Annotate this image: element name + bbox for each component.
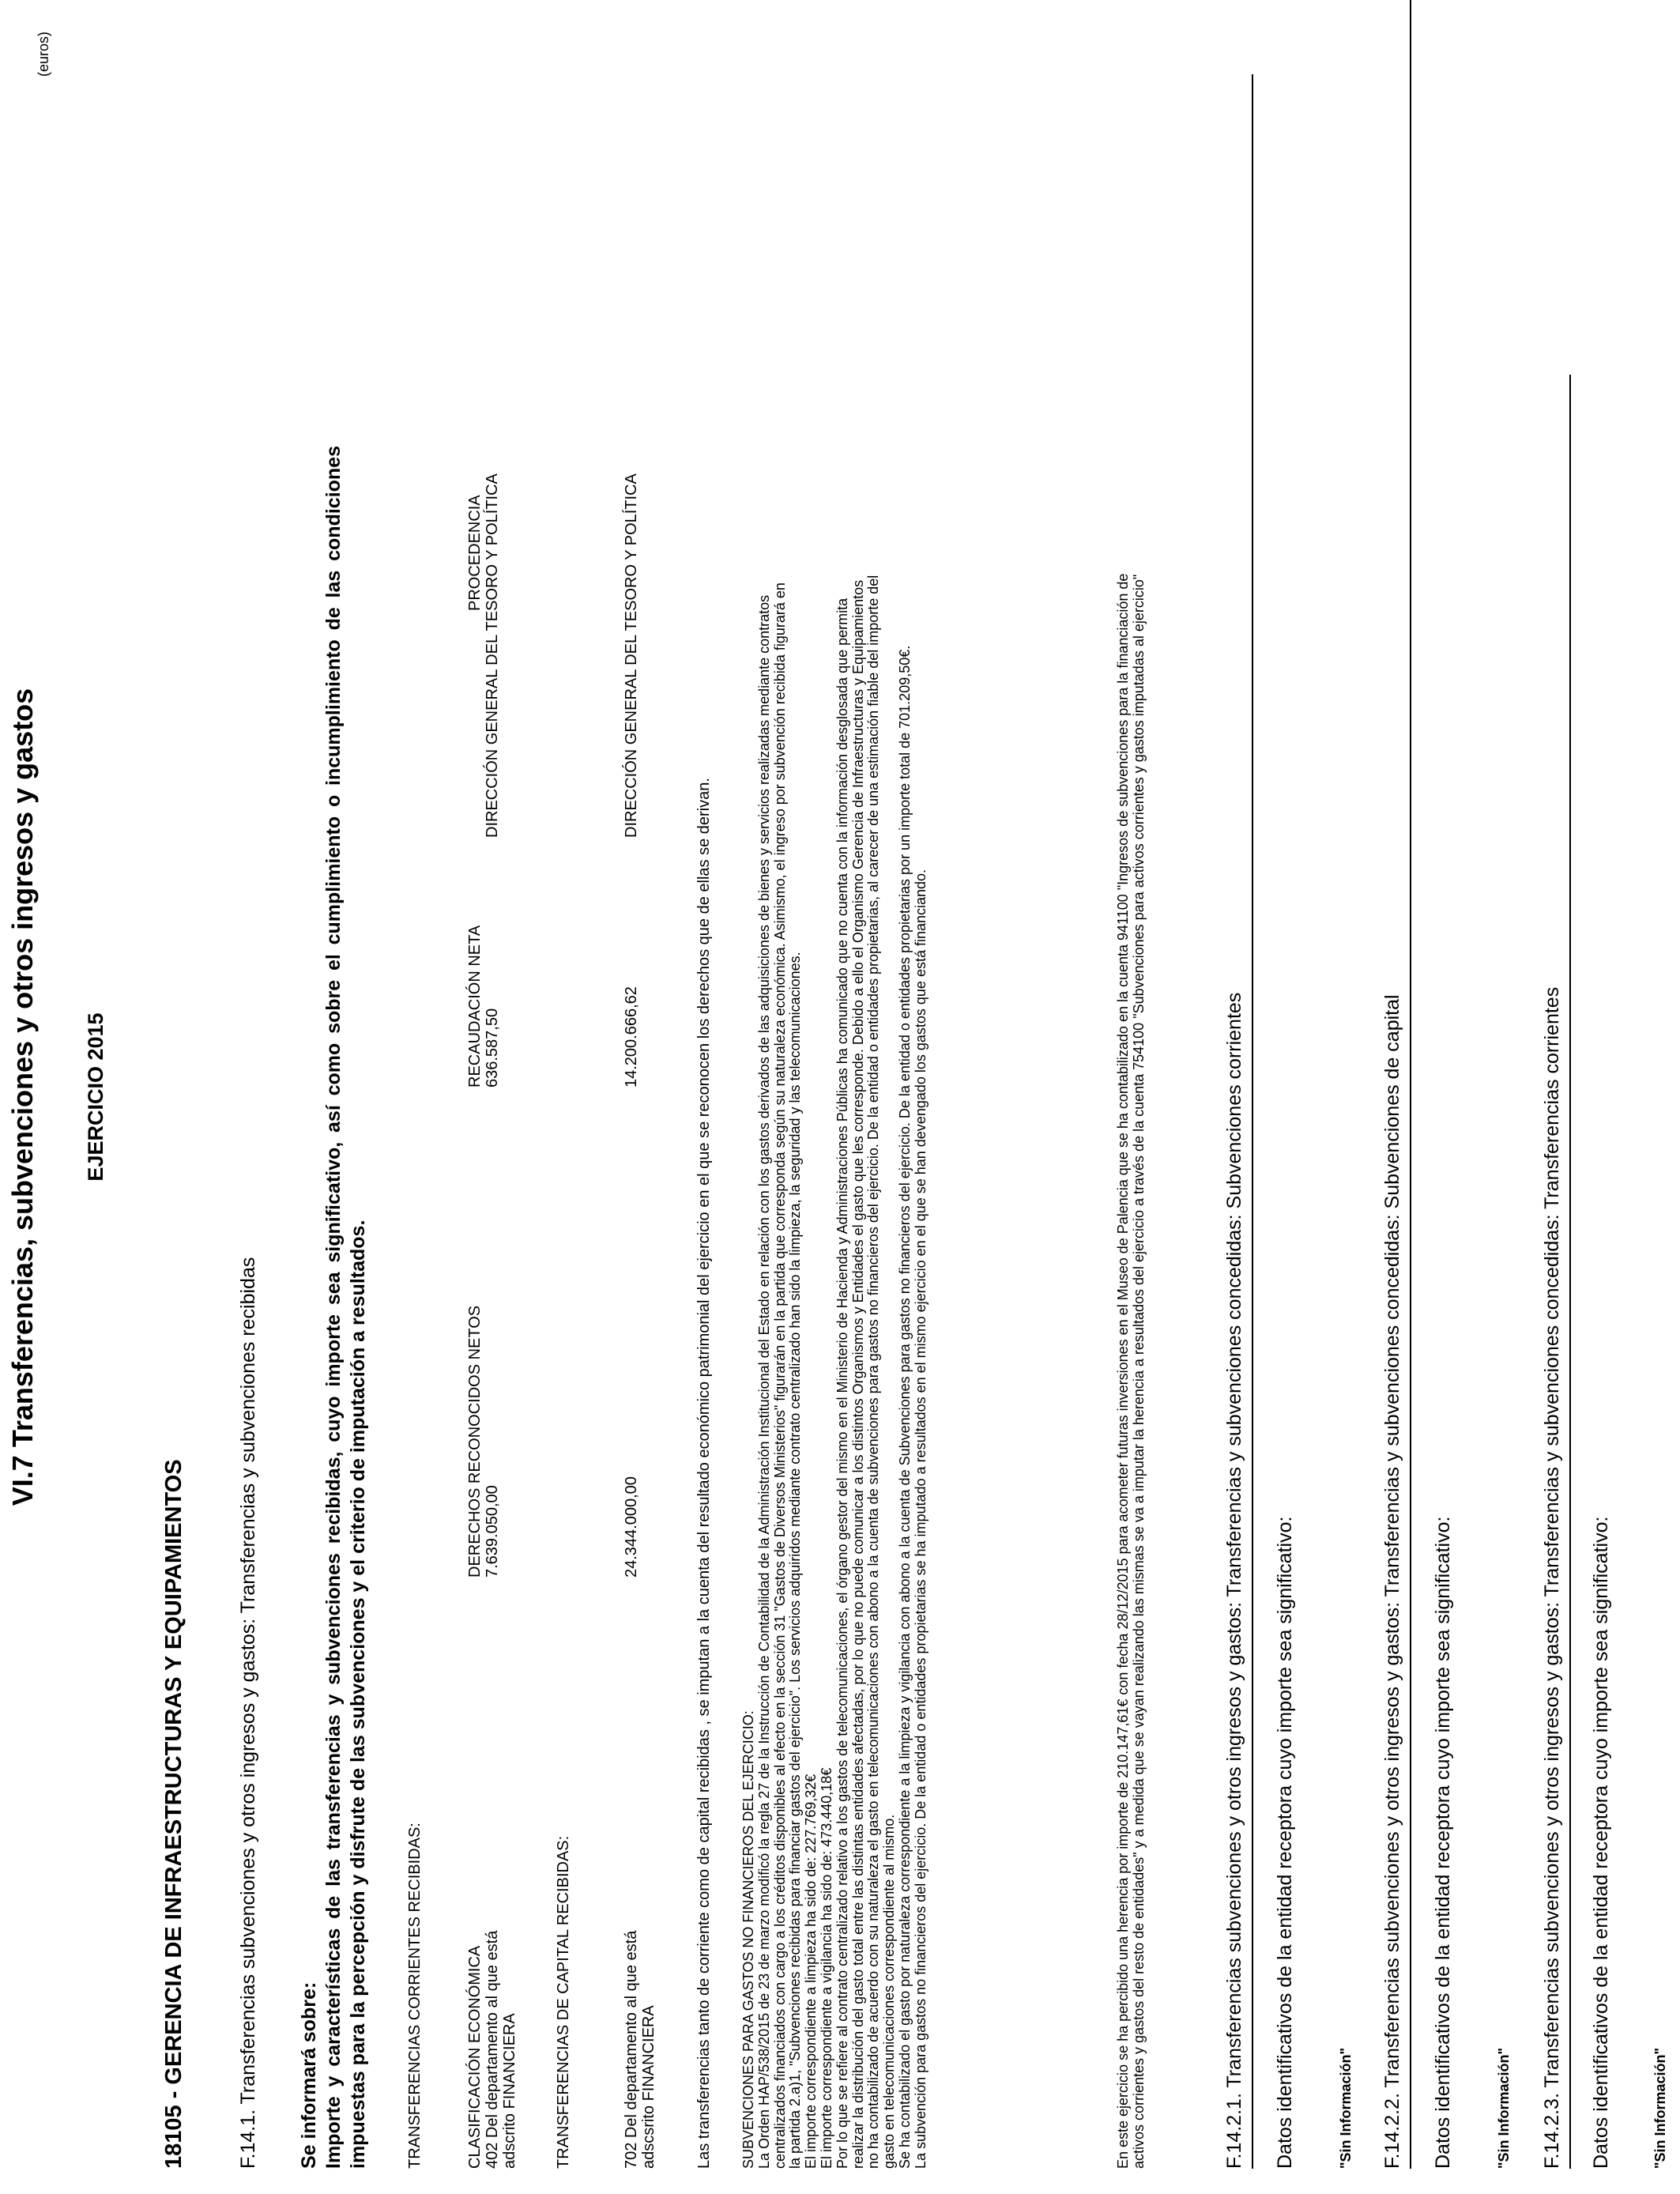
ejercicio-label: EJERCICIO 2015 bbox=[84, 1012, 107, 1182]
inform-label: Se informará sobre: bbox=[298, 1981, 320, 2169]
corrientes-row-clasificacion: 402 Del departamento al que está adscrito FINANCIERA bbox=[484, 1930, 518, 2169]
section-heading-f141: F.14.1. Transferencias subvenciones y otros ingresos y gastos: Transferencias y subvenciones recibidas bbox=[237, 1257, 259, 2169]
subv-title: SUBVENCIONES PARA GASTOS NO FINANCIEROS DEL EJERCICIO: bbox=[740, 1710, 756, 2169]
section-divider bbox=[1569, 375, 1571, 2169]
subv-telecom-paragraph: Por lo que se refiere al contrato centralizado relativo a los gastos de telecomunicaciones, el órgano gestor del mismo en el Ministerio de Hacienda y Administraciones Públicas ha comunicado que no cuenta con la información desglosada que permita realizar la distribución del gasto total entre las distintas entidades afectadas, por lo que no puede comunicar a los distintos Organismos y Entidades el gasto que les corresponde. Debido a ello el Organismo Gerencia de Infraestructuras y Equipamientos no ha contabilizado de acuerdo con su naturaleza el gasto en telecomunicaciones con abono a la cuenta de subvenciones para gastos no financieros del ejercicio. De la entidad o entidades propietarias, al carecer de una estimación fiable del importe del gasto en telecomunicaciones correspondiente al mismo. bbox=[834, 575, 898, 2169]
capital-title: TRANSFERENCIAS DE CAPITAL RECIBIDAS: bbox=[555, 1835, 572, 2169]
col-header-recaudacion: RECAUDACIÓN NETA bbox=[466, 925, 484, 1088]
capital-row-clasificacion: 702 Del departamento al que está adscsrito FINANCIERA bbox=[623, 1930, 657, 2169]
col-header-clasificacion: CLASIFICACIÓN ECONÓMICA bbox=[466, 1945, 484, 2169]
entity-title: 18105 - GERENCIA DE INFRAESTRUCTURAS Y EQUIPAMIENTOS bbox=[161, 1459, 186, 2169]
subv-limpieza-vigilancia: Se ha contabilizado el gasto por naturaleza correspondiente a la limpieza y vigilancia con abono a la cuenta de Subvenciones para gastos no financieros del ejercicio. De la entidad o entidades propietarias por un importe total de 701.209,50€. bbox=[896, 645, 913, 2169]
capital-row-recaudacion: 14.200.666,62 bbox=[623, 986, 640, 1088]
corrientes-row-recaudacion: 636.587,50 bbox=[484, 1008, 501, 1088]
subvenciones-block bbox=[741, 572, 929, 2169]
subv-vigilancia: El importe correspondiente a vigilancia ha sido de: 473.440,18€ bbox=[818, 1767, 834, 2169]
receptor-label-f1422: Datos identificativos de la entidad receptora cuyo importe sea significativo: bbox=[1432, 1516, 1454, 2169]
page-title: VI.7 Transferencias, subvenciones y otros ingresos y gastos bbox=[6, 688, 39, 1506]
sin-informacion-f1421: "Sin Información" bbox=[1338, 2047, 1354, 2169]
imputation-note: Las transferencias tanto de corriente como de capital recibidas , se imputan a la cuenta del resultado económico patrimonial del ejercicio en el que se reconocen los derechos que de ellas se derivan. bbox=[695, 778, 713, 2169]
unit-label: (euros) bbox=[36, 32, 51, 77]
subv-limpieza: El importe correspondiente a limpieza ha sido de: 227.769,32€ bbox=[803, 1774, 819, 2169]
corrientes-row-derechos: 7.639.050,00 bbox=[484, 1485, 501, 1578]
subv-paragraph: La Orden HAP/538/2015 de 23 de marzo modificó la regla 27 de la Instrucción de Contabilidad de la Administración Institucional del Estado en relación con los gastos derivados de las adquisiciones de bienes y servicios realizadas mediante contratos centralizados financiados con cargo a los créditos disponibles al efecto en la sección 31 "Gastos de Diversos Ministerios" figurarán en la partida que corresponda según su naturaleza económica. Asimismo, el ingreso por subvención recibida figurará en la partida 2.a)1, "Subvenciones recibidas para financiar gastos del ejercicio". Los servicios adquiridos mediante contrato centralizado han sido la limpieza, la seguridad y las telecomunicaciones. bbox=[755, 582, 804, 2169]
col-header-derechos: DERECHOS RECONOCIDOS NETOS bbox=[466, 1305, 484, 1578]
col-header-procedencia: PROCEDENCIA bbox=[466, 495, 484, 611]
corrientes-row-procedencia: DIRECCIÓN GENERAL DEL TESORO Y POLÍTICA bbox=[484, 473, 501, 838]
section-divider bbox=[1410, 0, 1411, 2169]
subv-imputacion: La subvención para gastos no financieros del ejercicio. De la entidad o entidades propietarias se ha imputado a resultados en el mismo ejercicio en el que se han devengado los gastos que está financiando. bbox=[912, 869, 929, 2169]
section-divider bbox=[1252, 74, 1253, 2169]
corrientes-title: TRANSFERENCIAS CORRIENTES RECIBIDAS: bbox=[406, 1823, 424, 2169]
section-heading-f1423: F.14.2.3. Transferencias subvenciones y otros ingresos y gastos: Transferencias y subvenciones concedidas: Transferencias corrientes bbox=[1541, 986, 1563, 2169]
herencia-text: En este ejercicio se ha percibido una herencia por importe de 210.147,61€ con fecha 28/12/2015 para acometer futuras inversiones en el Museo de Palencia que se ha contabilizado en la cuenta 941100 "Ingresos de subvenciones para la financiación de activos corrientes y gastos del resto de entidades" y a medida que se vayan realizando las mismas se va a imputar la herencia a resultados del ejercicio a través de la cuenta 754100 "Subvenciones para activos corrientes y gastos imputadas al ejercicio" bbox=[1115, 573, 1147, 2169]
section-heading-f1422: F.14.2.2. Transferencias subvenciones y otros ingresos y gastos: Transferencias y subvenciones concedidas: Subvenciones de capital bbox=[1381, 994, 1403, 2169]
sin-informacion-f1422: "Sin Información" bbox=[1496, 2047, 1512, 2169]
inform-text: Importe y características de las transferencias y subvenciones recibidas, cuyo importe sea significativo, así como sobre el cumplimiento o incumplimiento de las condiciones impuestas para la percepción y disfrute de las subvenciones y el criterio de imputación a resultados. bbox=[322, 446, 369, 2169]
receptor-label-f1423: Datos identificativos de la entidad receptora cuyo importe sea significativo: bbox=[1590, 1516, 1612, 2169]
section-heading-f1421: F.14.2.1. Transferencias subvenciones y otros ingresos y gastos: Transferencias y subvenciones concedidas: Subvenciones corrientes bbox=[1223, 992, 1245, 2169]
sin-informacion-f1423: "Sin Información" bbox=[1652, 2047, 1668, 2169]
capital-row-derechos: 24.344.000,00 bbox=[623, 1476, 640, 1578]
capital-row-procedencia: DIRECCIÓN GENERAL DEL TESORO Y POLÍTICA bbox=[623, 473, 640, 838]
receptor-label-f1421: Datos identificativos de la entidad receptora cuyo importe sea significativo: bbox=[1274, 1516, 1296, 2169]
